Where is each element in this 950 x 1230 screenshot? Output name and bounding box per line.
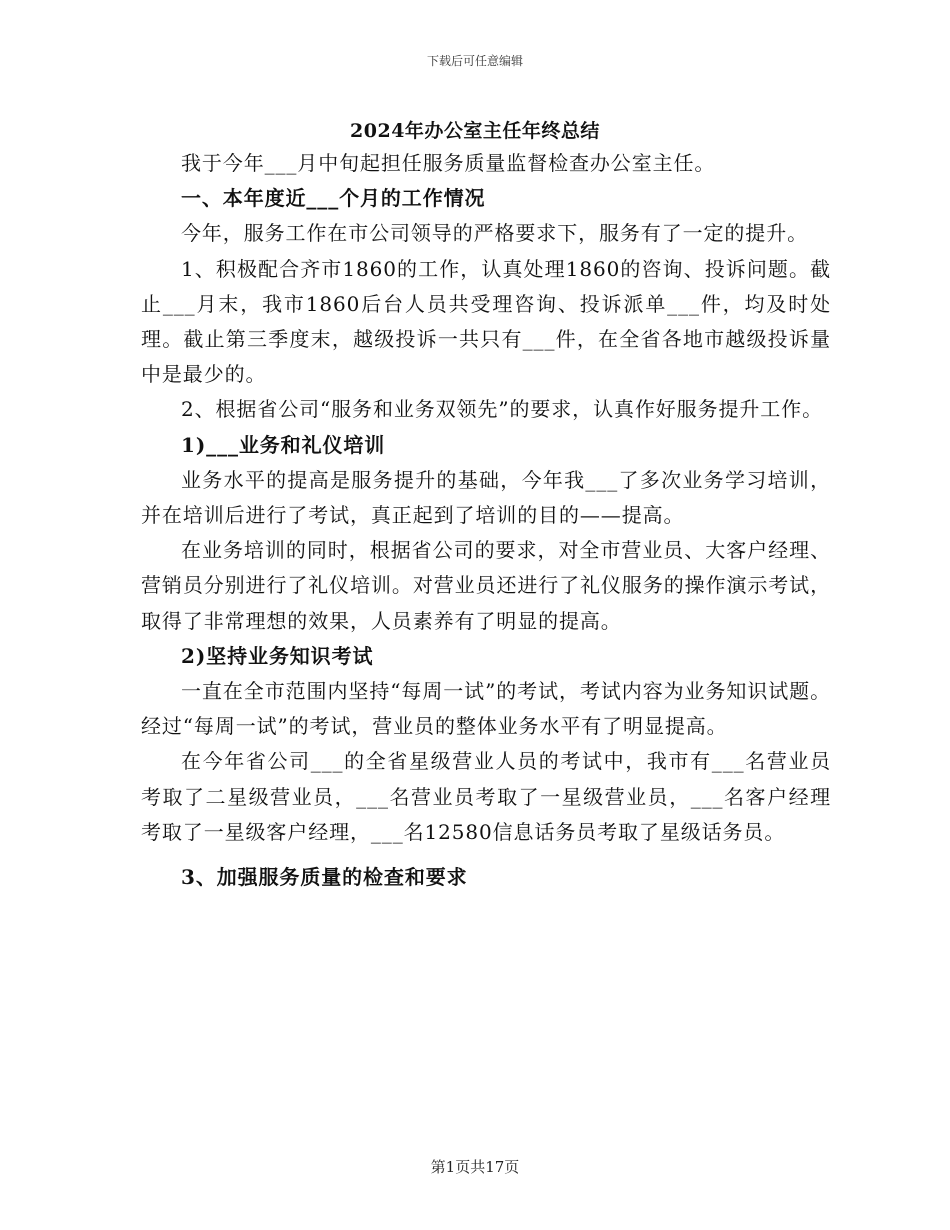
section-heading: 2)坚持业务知识考试	[181, 643, 374, 668]
document-body	[141, 146, 831, 895]
body-paragraph: 1、积极配合齐市1860的工作，认真处理1860的咨询、投诉问题。截止___月末，我市1860后台人员共受理咨询、投诉派单___件，均及时处理。截止第三季度末，越级投诉一共只有___件，在全省各地市越级投诉量中是最少的。	[141, 256, 831, 387]
body-paragraph: 2、根据省公司“服务和业务双领先”的要求，认真作好服务提升工作。	[181, 397, 823, 422]
body-paragraph: 业务水平的提高是服务提升的基础，今年我___了多次业务学习培训，并在培训后进行了考试，真正起到了培训的目的——提高。	[141, 467, 831, 528]
paragraph-gap	[141, 850, 831, 860]
body-paragraph: 今年，服务工作在市公司领导的严格要求下，服务有了一定的提升。	[181, 221, 808, 246]
section-heading: 一、本年度近___个月的工作情况	[181, 186, 486, 211]
page-footer: 第1页共17页	[430, 1158, 520, 1176]
body-paragraph: 在今年省公司___的全省星级营业人员的考试中，我市有___名营业员考取了二星级营业员，___名营业员考取了一星级营业员，___名客户经理考取了一星级客户经理，___名12580信息话务员考取了星级话务员。	[141, 749, 831, 844]
document-title: 2024年办公室主任年终总结	[350, 120, 600, 142]
body-paragraph: 在业务培训的同时，根据省公司的要求，对全市营业员、大客户经理、营销员分别进行了礼仪培训。对营业员还进行了礼仪服务的操作演示考试，取得了非常理想的效果，人员素养有了明显的提高。	[141, 538, 831, 633]
section-heading: 3、加强服务质量的检查和要求	[181, 865, 468, 890]
body-paragraph: 我于今年___月中旬起担任服务质量监督检查办公室主任。	[181, 151, 716, 175]
section-heading: 1)___业务和礼仪培训	[181, 432, 386, 457]
page-header: 下载后可任意编辑	[426, 54, 523, 68]
body-paragraph: 一直在全市范围内坚持“每周一试”的考试，考试内容为业务知识试题。经过“每周一试”的考试，营业员的整体业务水平有了明显提高。	[141, 679, 831, 739]
